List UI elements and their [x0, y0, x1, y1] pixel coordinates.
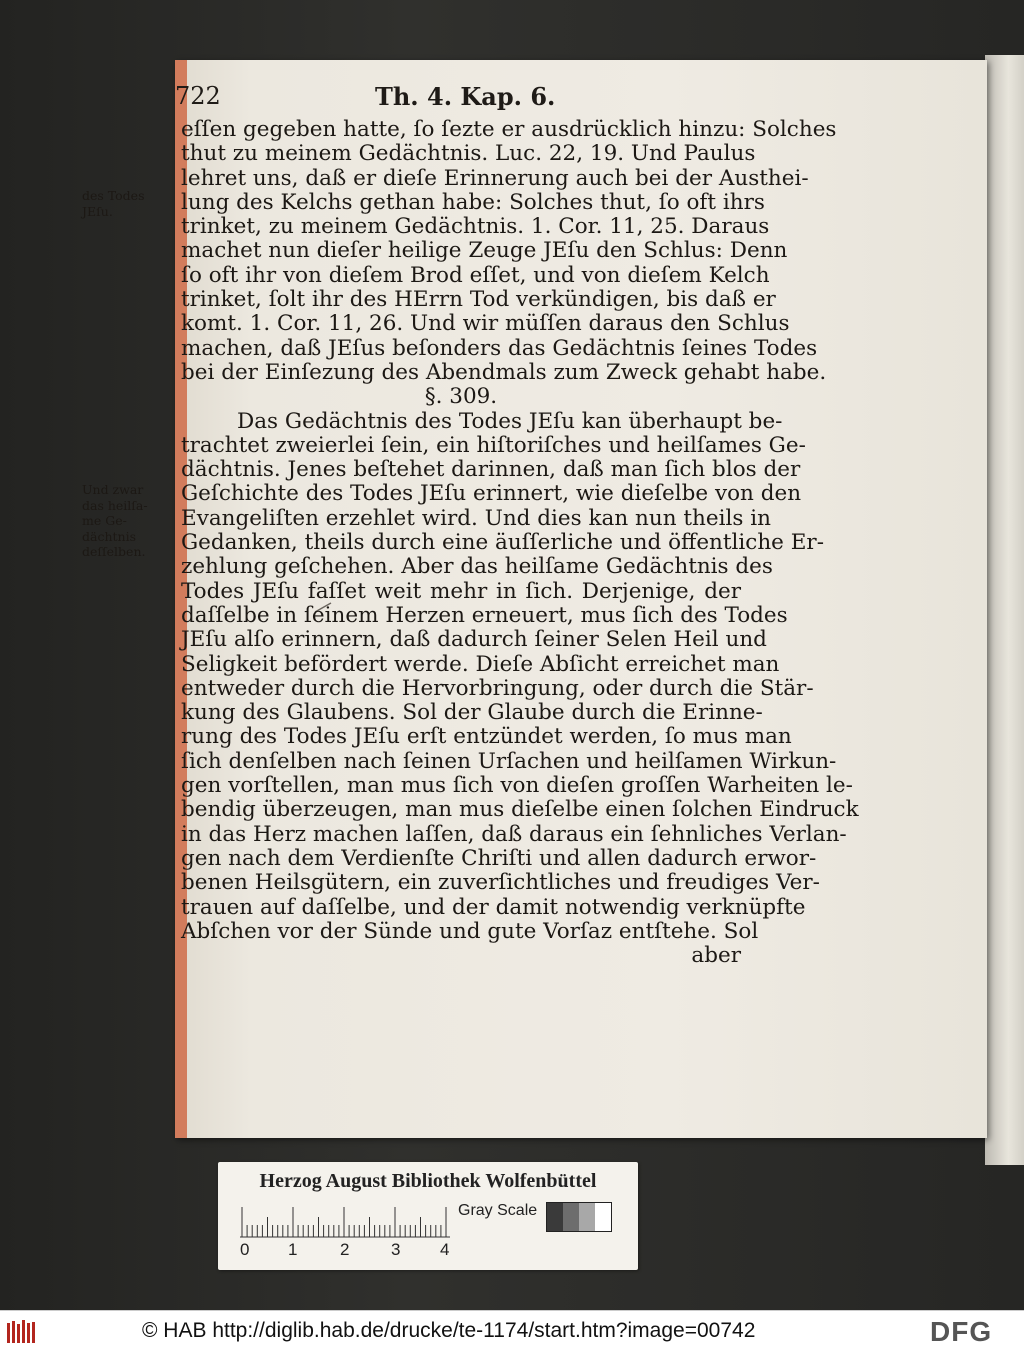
margin-note-1 [82, 188, 172, 219]
text-line: ſich denſelben nach ſeinen Urſachen und heilſamen Wirkun- [181, 748, 837, 774]
text-line: Das Gedächtnis des Todes JEſu kan überhaupt be- [237, 408, 783, 434]
text-line: trinket, ſolt ihr des HErrn Tod verkündigen, bis daß er [181, 287, 776, 313]
margin-note-line: Und zwar [82, 482, 144, 497]
text-line: JEſu alſo erinnern, daß dadurch ſeiner Selen Heil und [181, 627, 767, 653]
text-line: Todes JEſu faſſet weit mehr in ſich. Derjenige, der [181, 578, 741, 604]
text-line: kung des Glaubens. Sol der Glaube durch die Erinne- [181, 700, 763, 726]
running-head: Th. 4. Kap. 6. [375, 82, 556, 111]
adjacent-page-edge [985, 55, 1024, 1165]
gray-patch [547, 1203, 563, 1231]
gray-scale-patches [546, 1202, 612, 1232]
text-line: bei der Einſezung des Abendmals zum Zweck gehabt habe. [181, 359, 827, 385]
gray-patch [563, 1203, 579, 1231]
viewer-footer [0, 1310, 1024, 1353]
text-line: Seligkeit befördert werde. Dieſe Abſicht erreichet man [181, 651, 780, 677]
text-line: trauen auf daſſelbe, und der damit notwendig verknüpfte [181, 894, 806, 920]
ruler-number: 1 [288, 1240, 298, 1259]
text-line: dächtnis. Jenes beſtehet darinnen, daß man ſich blos der [181, 457, 801, 483]
text-line: Evangeliſten erzehlet wird. Und dies kan nun theils in [181, 505, 771, 531]
text-line: machen, daß JEſus beſonders das Gedächtnis ſeines Todes [181, 335, 818, 361]
text-line: daſſelbe in ſeinem Herzen erneuert, mus ſich des Todes [181, 602, 788, 628]
ruler-scale [240, 1204, 450, 1238]
ruler-number: 3 [391, 1240, 401, 1259]
library-name: Herzog August Bibliothek Wolfenbüttel [259, 1170, 597, 1192]
text-line: ſo oft ihr von dieſem Brod eſſet, und von dieſem Kelch [181, 262, 770, 288]
ruler-number: 0 [240, 1240, 250, 1259]
margin-note-line: dächtnis [82, 528, 136, 544]
text-line: lehret uns, daß er dieſe Erinnerung auch bei der Austhei- [181, 165, 809, 191]
text-line: thut zu meinem Gedächtnis. Luc. 22, 19. Und Paulus [181, 141, 756, 167]
margin-note-line: me Ge- [82, 513, 127, 528]
text-line: lung des Kelchs gethan habe: Solches thut, ſo oft ihrs [181, 189, 765, 215]
gray-patch [579, 1203, 595, 1231]
margin-note-line: JEſu. [82, 203, 113, 219]
hab-logo-icon [6, 1319, 38, 1345]
body-text [181, 117, 859, 969]
text-line: benen Heilsgütern, ein zuverſichtliches und freudiges Ver- [181, 870, 820, 896]
text-line: in das Herz machen laſſen, daß daraus ein ſehnliches Verlan- [181, 821, 847, 847]
text-line: rung des Todes JEſu erſt entzündet werden, ſo mus man [181, 724, 792, 750]
text-line: entweder durch die Hervorbringung, oder durch die Stär- [181, 675, 814, 701]
text-line: gen nach dem Verdienſte Chriſti und allen dadurch erwor- [181, 845, 817, 871]
page-number: 722 [175, 82, 221, 110]
text-line: zehlung geſchehen. Aber das heilſame Gedächtnis des [181, 554, 773, 580]
margin-note-line: des Todes [82, 188, 145, 203]
text-line: trinket, zu meinem Gedächtnis. 1. Cor. 11, 25. Daraus [181, 214, 770, 240]
text-line: trachtet zweierlei ſein, ein hiſtoriſches und heilſames Ge- [181, 432, 806, 458]
text-line: bendig überzeugen, man mus dieſelbe einen ſolchen Eindruck [181, 797, 859, 823]
text-line: eſſen gegeben hatte, ſo ſezte er ausdrücklich hinzu: Solches [181, 117, 837, 142]
text-line: gen vorſtellen, man mus ſich von dieſen groſſen Warheiten le- [181, 773, 853, 799]
dfg-logo: DFG [930, 1316, 993, 1347]
text-line: machet nun dieſer heilige Zeuge JEſu den Schlus: Denn [181, 238, 788, 264]
text-line: komt. 1. Cor. 11, 26. Und wir müſſen daraus den Schlus [181, 311, 790, 337]
gray-scale-label: Gray Scale [458, 1202, 538, 1219]
ruler-number: 2 [340, 1240, 350, 1259]
section-heading: §. 309. [424, 384, 498, 410]
permalink-text[interactable]: © HAB http://diglib.hab.de/drucke/te-1174/start.htm?image=00742 [142, 1319, 756, 1342]
text-line: Geſchichte des Todes JEſu erinnert, wie dieſelbe von den [181, 481, 802, 507]
text-line: Abſchen vor der Sünde und gute Vorſaz entſtehe. Sol [181, 918, 759, 944]
library-color-card [218, 1162, 638, 1270]
catchword: aber [691, 943, 741, 969]
margin-note-2 [82, 482, 172, 560]
gray-patch [595, 1203, 611, 1231]
margin-note-line: deſſelben. [82, 544, 146, 559]
margin-note-line: das heilſa- [82, 497, 148, 513]
text-line: Gedanken, theils durch eine äuſſerliche und öffentliche Er- [181, 530, 824, 556]
ruler-number: 4 [440, 1240, 450, 1259]
